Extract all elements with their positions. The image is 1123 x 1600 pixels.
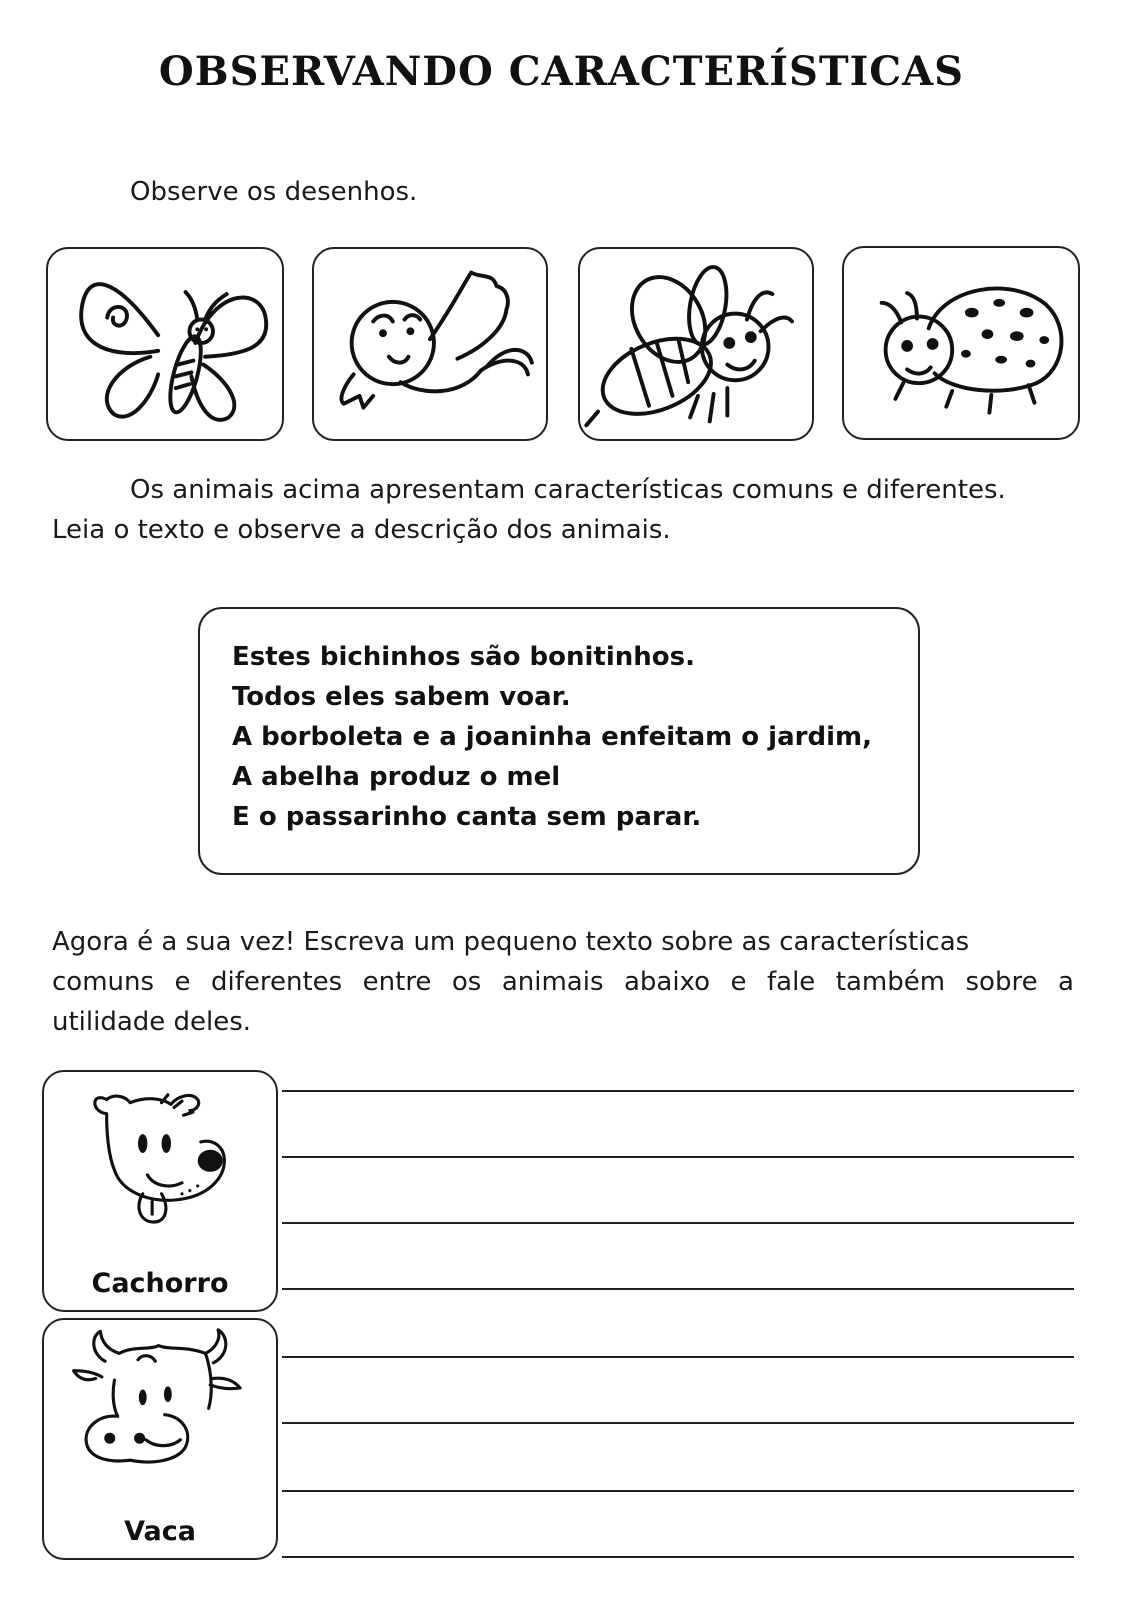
poem-line: Estes bichinhos são bonitinhos. <box>232 642 695 672</box>
writing-line[interactable] <box>282 1156 1074 1158</box>
cow-frame <box>42 1318 278 1560</box>
intro-text-line1: Os animais acima apresentam características comuns e diferentes. <box>130 475 1006 505</box>
animal-label-cow: Vaca <box>124 1516 196 1547</box>
writing-line[interactable] <box>282 1422 1074 1424</box>
writing-line[interactable] <box>282 1288 1074 1290</box>
task-text-line3: utilidade deles. <box>52 1007 252 1037</box>
page-title: OBSERVANDO CARACTERÍSTICAS <box>158 48 965 95</box>
poem-line: A abelha produz o mel <box>232 762 561 792</box>
task-text-line2: comuns e diferentes entre os animais abaixo e fale também sobre a <box>52 967 1074 997</box>
butterfly-frame <box>46 247 284 441</box>
writing-line[interactable] <box>282 1490 1074 1492</box>
bird-frame <box>312 247 548 441</box>
writing-line[interactable] <box>282 1356 1074 1358</box>
bee-icon <box>580 249 812 439</box>
instruction-text: Observe os desenhos. <box>130 177 418 207</box>
ladybug-frame <box>842 246 1080 440</box>
writing-line[interactable] <box>282 1222 1074 1224</box>
butterfly-icon <box>48 249 282 439</box>
poem-line: E o passarinho canta sem parar. <box>232 802 702 832</box>
task-text-line1: Agora é a sua vez! Escreva um pequeno texto sobre as características <box>52 927 970 957</box>
bird-icon <box>314 249 546 439</box>
dog-frame <box>42 1070 278 1312</box>
animal-label-dog: Cachorro <box>91 1268 229 1299</box>
intro-text-line2: Leia o texto e observe a descrição dos animais. <box>52 515 671 545</box>
dog-icon <box>44 1076 276 1266</box>
bee-frame <box>578 247 814 441</box>
poem-line: A borboleta e a joaninha enfeitam o jardim, <box>232 722 872 752</box>
poem-box <box>198 607 920 875</box>
ladybug-icon <box>844 248 1078 438</box>
writing-line[interactable] <box>282 1090 1074 1092</box>
poem-line: Todos eles sabem voar. <box>232 682 571 712</box>
writing-line[interactable] <box>282 1556 1074 1558</box>
cow-icon <box>44 1322 276 1512</box>
